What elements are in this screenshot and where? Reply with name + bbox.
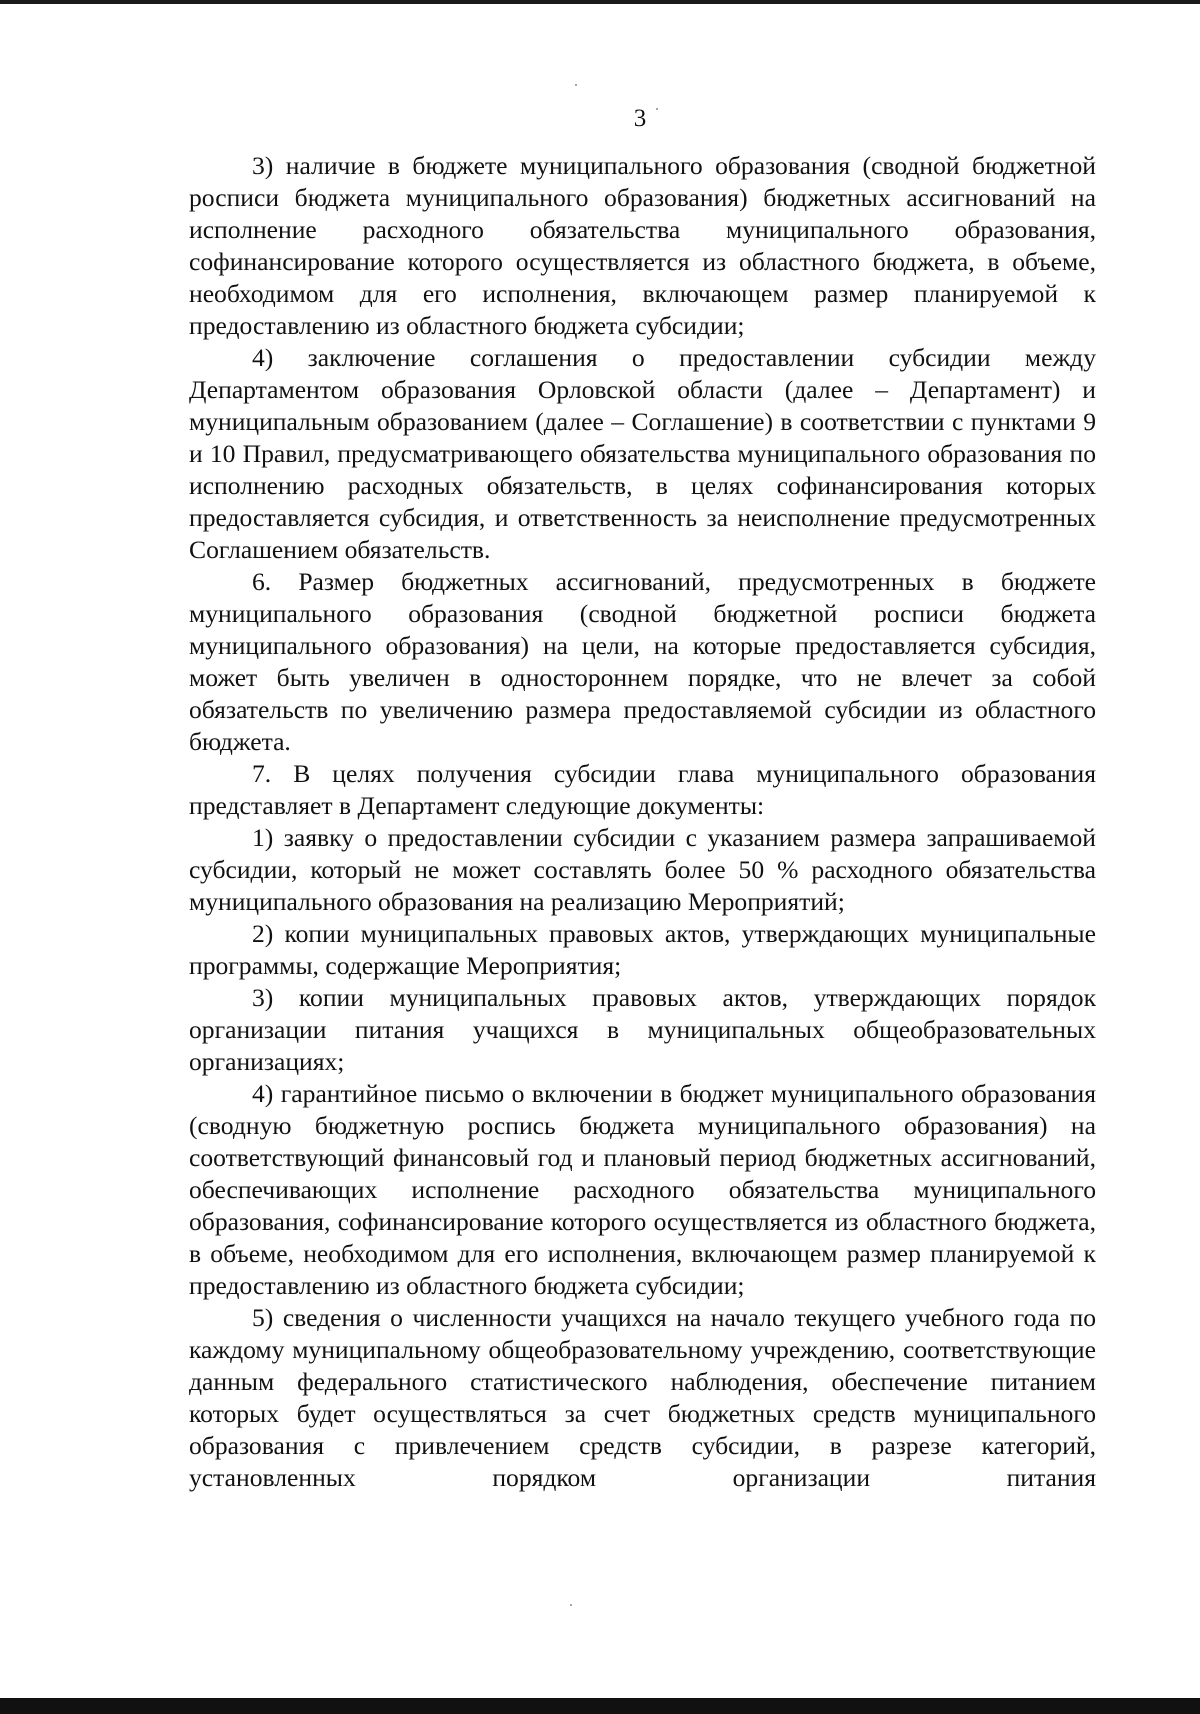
bottom-scan-edge	[0, 1698, 1200, 1714]
paragraph-budget-allocations: 3) наличие в бюджете муниципального образования (сводной бюджетной росписи бюджета муниципального образования) бюджетных ассигнований на исполнение расходного обязательства муниципального образования, софинансирование которого осуществляется из областного бюджета, в объеме, необходимом для его исполнения, включающем размер планируемой к предоставлению из областного бюджета субсидии;	[189, 151, 1096, 340]
paragraph-application: 1) заявку о предоставлении субсидии с указанием размера запрашиваемой субсидии, который не может составлять более 50 % расходного обязательства муниципального образования на реализацию Мероприятий;	[189, 823, 1096, 916]
page-number: 3	[633, 105, 647, 132]
paragraph-student-numbers: 5) сведения о численности учащихся на начало текущего учебного года по каждому муниципальному общеобразовательному учреждению, соответствующие данным федерального статистического наблюдения, обеспечение питанием которых будет осуществляться за счет бюджетных средств муниципального образования с привлечением средств субсидии, в разрезе категорий, установленных порядком организации питания	[189, 1303, 1096, 1492]
top-scan-edge	[0, 0, 1200, 4]
scan-speck	[575, 84, 577, 86]
paragraph-6-budget-size: 6. Размер бюджетных ассигнований, предусмотренных в бюджете муниципального образования (сводной бюджетной росписи бюджета муниципального образования) на цели, на которые предоставляется субсидия, может быть увеличен в одностороннем порядке, что не влечет за собой обязательств по увеличению размера предоставляемой субсидии из областного бюджета.	[189, 567, 1096, 756]
scan-speck	[570, 1604, 572, 1606]
document-body	[189, 150, 1096, 1494]
paragraph-nutrition-acts: 3) копии муниципальных правовых актов, утверждающих порядок организации питания учащихся в муниципальных общеобразовательных организациях;	[189, 983, 1096, 1076]
paragraph-program-acts: 2) копии муниципальных правовых актов, утверждающих муниципальные программы, содержащие Мероприятия;	[189, 919, 1096, 980]
paragraph-agreement: 4) заключение соглашения о предоставлении субсидии между Департаментом образования Орловской области (далее – Департамент) и муниципальным образованием (далее – Соглашение) в соответствии с пунктами 9 и 10 Правил, предусматривающего обязательства муниципального образования по исполнению расходных обязательств, в целях софинансирования которых предоставляется субсидия, и ответственность за неисполнение предусмотренных Соглашением обязательств.	[189, 343, 1096, 564]
paragraph-7-documents: 7. В целях получения субсидии глава муниципального образования представляет в Департамент следующие документы:	[189, 759, 1096, 820]
paragraph-guarantee-letter: 4) гарантийное письмо о включении в бюджет муниципального образования (сводную бюджетную роспись бюджета муниципального образования) на соответствующий финансовый год и плановый период бюджетных ассигнований, обеспечивающих исполнение расходного обязательства муниципального образования, софинансирование которого осуществляется из областного бюджета, в объеме, необходимом для его исполнения, включающем размер планируемой к предоставлению из областного бюджета субсидии;	[189, 1079, 1096, 1300]
